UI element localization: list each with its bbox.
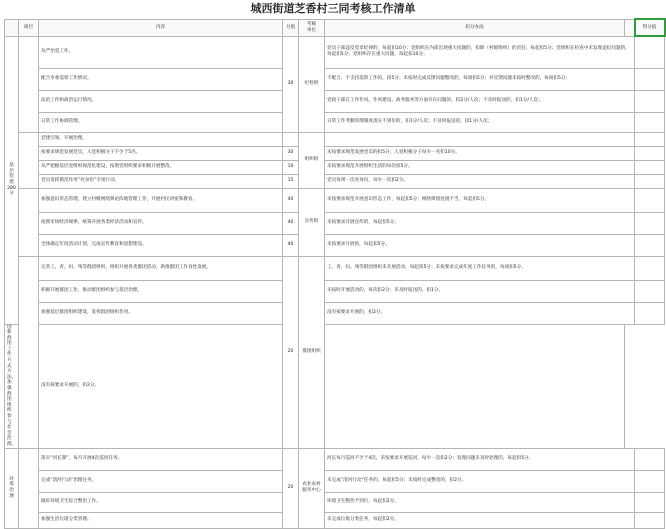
method-cell: 党政干部在工作作风、作风建设、政务服务等方面存在问题的，扣2分/人次；不及时报送的，扣1分/人次； bbox=[325, 90, 635, 112]
method-cell: 未按要求规范开展组织生活的每次扣5分。 bbox=[325, 160, 635, 174]
document-title: 城西街道芝香村三同考核工作清单 bbox=[250, 2, 416, 15]
unit-cell: 组织组 bbox=[299, 132, 325, 188]
content-cell: 从严把握基层党组织规范化建设，按照党组织要求积极开展整改。 bbox=[39, 160, 283, 174]
method-cell: 党员每周一次亮身份，每少一次扣2分。 bbox=[325, 174, 635, 188]
content-cell: 加强基层群团组织建设，发挥群团组织作用。 bbox=[39, 302, 283, 324]
header-blank bbox=[5, 19, 19, 36]
score-input-cell[interactable] bbox=[635, 68, 665, 90]
table-row bbox=[5, 132, 665, 146]
score-cell: 40 bbox=[283, 212, 299, 234]
score-input-cell[interactable] bbox=[635, 470, 665, 492]
score-input-cell[interactable] bbox=[635, 160, 665, 174]
unit-cell: 群团组织 bbox=[299, 256, 325, 448]
score-input-cell[interactable] bbox=[635, 448, 665, 470]
method-cell: 没有按要求开展的，扣2分。 bbox=[325, 302, 635, 324]
table-row bbox=[5, 112, 665, 132]
score-cell: 30 bbox=[283, 146, 299, 160]
table-row bbox=[5, 448, 665, 470]
score-input-cell[interactable] bbox=[635, 302, 665, 324]
score-input-cell[interactable] bbox=[635, 112, 665, 132]
method-cell: 未完成垃圾分类任务，每起扣2分。 bbox=[325, 512, 635, 528]
score-cell: 40 bbox=[283, 188, 299, 212]
score-input-cell[interactable] bbox=[635, 90, 665, 112]
header-score-value[interactable]: 得分值 bbox=[635, 19, 665, 36]
content-cell: 党建引领，开展治理。 bbox=[39, 132, 283, 146]
content-cell: 创新群团工作方式方法，加强群团组织参与社会治理。 bbox=[5, 324, 19, 448]
content-cell: 党员发挥模范作用“亮身份”专项行动。 bbox=[39, 174, 283, 188]
content-cell: 做好环境卫生综合整治工作。 bbox=[39, 492, 283, 512]
content-cell: 加强意识形态管理，建立村级网络舆论阵地管理工作，开展村民讲座和教育。 bbox=[39, 188, 283, 212]
content-cell: 落实“河长制”，每月开展4次巡河任务。 bbox=[39, 448, 283, 470]
score-input-cell[interactable] bbox=[325, 324, 625, 448]
table-row bbox=[5, 512, 665, 528]
score-input-cell[interactable] bbox=[635, 280, 665, 302]
content-cell: 按要求规范发展党员，入党积极分子不少于5名。 bbox=[39, 146, 283, 160]
content-cell: 按照市场经济规律，统筹开展各类经济活动和宣传。 bbox=[39, 212, 283, 234]
header-unit: 考核 单位 bbox=[299, 19, 325, 36]
table-row bbox=[5, 234, 665, 256]
header-score: 分值 bbox=[283, 19, 299, 36]
header-gap bbox=[625, 19, 635, 36]
score-input-cell[interactable] bbox=[635, 36, 665, 68]
table-row bbox=[5, 302, 665, 324]
score-input-cell[interactable] bbox=[635, 174, 665, 188]
score-cell: 10 bbox=[283, 160, 299, 174]
score-cell bbox=[283, 132, 299, 146]
table-row bbox=[5, 68, 665, 90]
method-cell: 未完成“清河行动”任务的，每起扣5分；未按时完成整改的，扣2分。 bbox=[325, 470, 635, 492]
table-row bbox=[5, 256, 665, 280]
section-party-building: 基层 党建 280分 bbox=[5, 36, 19, 324]
content-cell: 从严治党工作。 bbox=[39, 36, 283, 68]
header-method: 扣分办法 bbox=[325, 19, 625, 36]
content-cell: 配合市委巡察工作情况。 bbox=[39, 68, 283, 90]
score-input-cell[interactable] bbox=[635, 256, 665, 280]
score-input-cell[interactable] bbox=[635, 188, 665, 212]
table-row bbox=[5, 280, 665, 302]
content-cell: 全体确定年度活动计划，完成宣传教育和思想建设。 bbox=[39, 234, 283, 256]
method-cell bbox=[325, 132, 635, 146]
score-input-cell[interactable] bbox=[635, 212, 665, 234]
table-row bbox=[5, 160, 665, 174]
method-cell: 未按要求规范开展意识形态工作，每起扣5分；网络舆情处置不当，每起扣5分。 bbox=[325, 188, 635, 212]
content-cell: 日常工作协调管理。 bbox=[39, 112, 283, 132]
project-cell bbox=[19, 188, 39, 256]
table-row bbox=[5, 492, 665, 512]
project-cell bbox=[19, 132, 39, 188]
project-cell bbox=[19, 256, 39, 448]
method-cell: 没有按要求开展的，扣2分。 bbox=[39, 324, 299, 448]
content-cell: 积极开展群团工作，推动群团组织参与基层治理。 bbox=[39, 280, 283, 302]
method-cell: 日常工作考勤管理制度落实不到位的，扣1分/人次；不及时报送的，扣1分/人次； bbox=[325, 112, 635, 132]
content-cell: 加强生活垃圾分类管理。 bbox=[39, 512, 283, 528]
content-cell: 完成“清河行动”治理任务。 bbox=[39, 470, 283, 492]
method-cell: 未按要求开展的，每起扣5分。 bbox=[325, 234, 635, 256]
method-cell: 环境卫生整治不到位，每起扣2分。 bbox=[325, 492, 635, 512]
score-cell: 20 bbox=[283, 448, 299, 528]
assessment-table bbox=[4, 18, 666, 529]
unit-cell: 纪检组 bbox=[299, 36, 325, 132]
method-cell: 未按时开展活动的，每次扣2分；未及时报送的，扣1分。 bbox=[325, 280, 635, 302]
score-input-cell[interactable] bbox=[635, 146, 665, 160]
score-cell: 40 bbox=[283, 234, 299, 256]
method-cell: 未按要求开展宣传的，每起扣5分。 bbox=[325, 212, 635, 234]
method-cell: 不配合、不支持巡察工作的，扣5分；未按时完成反馈问题整改的，每项扣5分；对反馈问题未按时整改的，每项扣5分； bbox=[325, 68, 635, 90]
table-row bbox=[5, 324, 665, 448]
header-content: 内容 bbox=[39, 19, 283, 36]
table-row bbox=[5, 90, 665, 112]
method-cell: 党员干部违反党章纪律的，每起扣10分；党组织在内部出现重大问题的，扣除（村级组织）的责任；每起扣5分；党组织在检查中未发现违纪问题的，每起扣5分；党组织存在重大问题，每起扣10分； bbox=[325, 36, 635, 68]
score-input-cell[interactable] bbox=[635, 512, 665, 528]
table-row bbox=[5, 36, 665, 68]
project-cell bbox=[19, 36, 39, 132]
table-header-row bbox=[5, 19, 665, 36]
table-row bbox=[5, 470, 665, 492]
table-row bbox=[5, 146, 665, 160]
header-project: 项目 bbox=[19, 19, 39, 36]
content-cell: 完善工、青、妇、残等群团组织，组织开展各类群团活动，助推群团工作良性发展。 bbox=[39, 256, 283, 280]
score-cell: 20 bbox=[283, 256, 299, 448]
unit-cell: 宣传组 bbox=[299, 188, 325, 256]
method-cell: 河长每月巡河不少于4次，未按要求开展巡河，每少一次扣2分；发现问题未及时处理的，每起扣5分。 bbox=[325, 448, 635, 470]
table-row bbox=[5, 188, 665, 212]
score-input-cell[interactable] bbox=[635, 492, 665, 512]
table-row bbox=[5, 212, 665, 234]
method-cell: 工、青、妇、残等群团组织未开展活动，每起扣5分；未按要求完成年度工作任务的，每项扣5分。 bbox=[325, 256, 635, 280]
score-cell: 30 bbox=[283, 36, 299, 132]
score-input-cell[interactable] bbox=[635, 132, 665, 146]
project-cell bbox=[19, 448, 39, 528]
table-row bbox=[5, 174, 665, 188]
method-cell: 未按要求规范发展党员的扣5分，入党积极分子每少一名扣10分。 bbox=[325, 146, 635, 160]
unit-cell: 农业农村 服务中心 bbox=[299, 448, 325, 528]
content-cell: 法治工作和政治运行情况。 bbox=[39, 90, 283, 112]
score-input-cell[interactable] bbox=[635, 234, 665, 256]
score-cell: 15 bbox=[283, 174, 299, 188]
section-environment: 环境 治理 bbox=[5, 448, 19, 528]
